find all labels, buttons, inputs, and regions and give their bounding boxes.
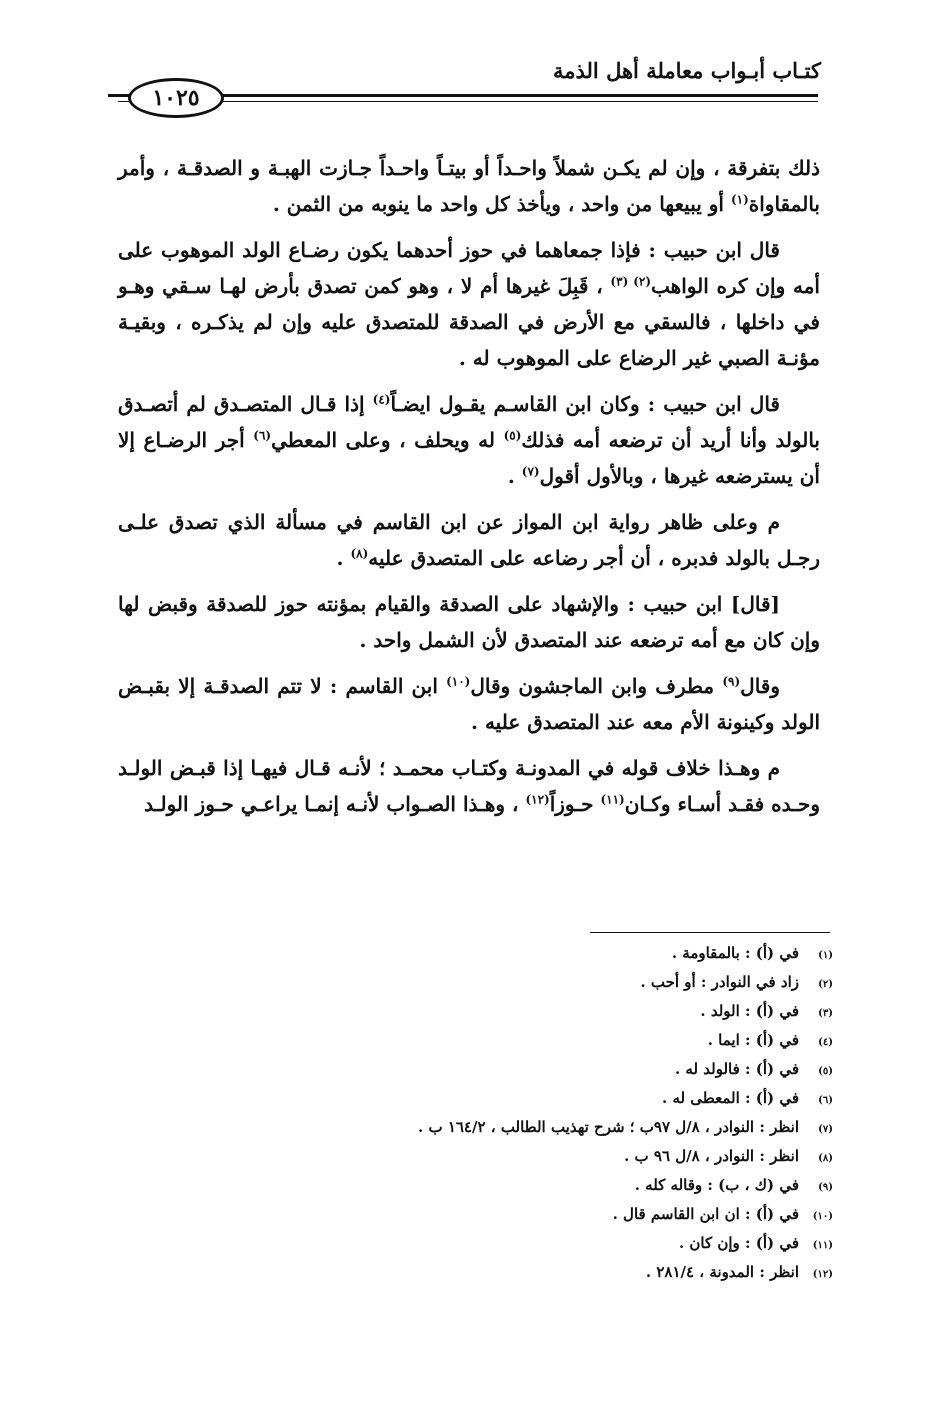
footnote-text: زاد في النوادر : أو أحب . [640,973,799,991]
text-run: قال ابن حبيب : فإذا جمعاهما في حوز أحدهما يكون رضـاع الولد الموهوب على أمه وإن كره الواهب [118,238,820,298]
footnote-text: في (أ) : المعطى له . [662,1089,799,1107]
footnote-text: انظر : النوادر ، ٨/ل ٩٦ ب . [624,1147,799,1165]
page-number: ١٠٢٥ [128,78,224,118]
footnote-number: (١٢) [812,1269,833,1280]
footnote-ref: (١١) [600,792,625,807]
footnote-text: في (أ) : الولد . [700,1002,799,1020]
footnote-text: انظر : النوادر ، ٨/ل ٩٧ب ؛ شرح تهذيب الطالب ، ١٦٤/٢ ب . [418,1118,799,1136]
footnote-ref: (٥) [503,428,522,443]
text-run: حـوزاً [549,792,601,816]
footnotes [273,940,833,1288]
footnote-item [273,1230,833,1259]
footnote-separator [590,932,830,933]
footnote-item [273,940,833,969]
footnote-text: في (ك ، ب) : وقاله كله . [634,1176,799,1194]
footnote-ref: (٧) [521,464,540,479]
footnote-item [273,1172,833,1201]
footnote-ref: (٤) [372,392,391,407]
footnote-number: (٧) [818,1124,833,1135]
text-run: إذا قـال المتصـدق لم أتصـدق بالولد وأنا أريد أن ترضعه أمه فذلك [118,392,820,452]
text-run: قال ابن حبيب : وكان ابن القاسـم يقـول ايضـاً [390,392,780,416]
footnote-number: (٢) [818,979,833,990]
footnote-text: في (أ) : وإن كان . [678,1234,799,1252]
header-rule-tail [108,94,130,97]
footnote-number: (٥) [818,1066,833,1077]
text-run: ، قَبِلَ غيرها أم لا ، وهو كمن تصدق بأرض لهـا سـقي وهـو في داخلها ، فالسقي مع الأرض في الصدقة للمتصدق عليه وإن لم يذكـره ، وبقيـة مؤنـة الصبي غير الرضاع على الموهوب له . [118,274,820,370]
footnote-ref: (٩) [722,674,741,689]
footnote-text: في (أ) : فالولد له . [674,1060,799,1078]
text-run: له ويحلف ، وعلى المعطي [271,428,504,452]
footnote-ref: (١٠) [446,674,471,689]
text-run: أو يبيعها من واحد ، ويأخذ كل واحد ما ينوبه من الثمن . [272,192,731,216]
footnote-ref: (٦) [253,428,272,443]
text-run: . [336,546,351,570]
footnote-number: (٨) [818,1153,833,1164]
text-run: وقال [740,674,780,698]
text-run: [قال] ابن حبيب : والإشهاد على الصدقة والقيام بمؤنته حوز للصدقة وقبض لها وإن كان مع أمه ترضعه عند المتصدق لأن الشمل واحد . [118,592,820,652]
footnote-number: (٤) [818,1037,833,1048]
footnote-item [273,1201,833,1230]
body-paragraph [118,150,820,222]
main-text [118,150,820,832]
body-paragraph [118,586,820,658]
footnote-text: انظر : المدونة ، ٢٨١/٤ . [645,1263,799,1281]
footnote-item [273,1027,833,1056]
text-run: أجر الرضـاع إلا أن يسترضعه غيرها ، وبالأول أقول [118,428,820,488]
footnote-text: في (أ) : ايما . [707,1031,799,1049]
footnote-item [273,969,833,998]
footnote-number: (١١) [812,1240,833,1251]
footnote-number: (١٠) [812,1211,833,1222]
body-paragraph [118,750,820,822]
text-run: م وهـذا خلاف قوله في المدونـة وكتـاب محمـد ؛ لأنـه قـال فيهـا إذا قبـض الولـد وحـده فقـد أسـاء وكـان [118,756,820,816]
footnote-ref: (١٢) [525,792,550,807]
body-paragraph [118,668,820,740]
footnote-ref: (٢) (٣) [610,274,652,289]
footnote-number: (٦) [818,1095,833,1106]
footnote-text: في (أ) : بالمقاومة . [671,944,799,962]
footnote-item [273,1259,833,1288]
text-run: ابن القاسم : لا تتم الصدقـة إلا بقبـض الولد وكينونة الأم معه عند المتصدق عليه . [118,674,820,734]
footnote-item [273,1056,833,1085]
text-run: مطرف وابن الماجشون وقال [470,674,723,698]
footnote-number: (١) [818,950,833,961]
footnote-item [273,1143,833,1172]
text-run: ذلك بتفرقة ، وإن لم يكـن شملاً واحـداً أو بيتـاً واحـداً جـازت الهبـة و الصدقـة ، وأمر بالمقاواة [118,156,820,216]
text-run: م وعلى ظاهر رواية ابن المواز عن ابن القاسم في مسألة الذي تصدق علـى رجـل بالولد فدبره ، أن أجر رضاعه على المتصدق عليه [118,510,820,570]
body-paragraph [118,232,820,376]
body-paragraph [118,504,820,576]
text-run: ، وهـذا الصـواب لأنـه إنمـا يراعـي حـوز الولـد [144,792,526,816]
footnote-ref: (١) [730,192,749,207]
body-paragraph [118,386,820,494]
footnote-ref: (٨) [350,546,369,561]
footnote-item [273,1114,833,1143]
footnote-text: في (أ) : ان ابن القاسم قال . [612,1205,799,1223]
running-header-title: كتـاب أبـواب معاملة أهل الذمة [553,58,821,83]
footnote-number: (٣) [818,1008,833,1019]
text-run: . [507,464,522,488]
footnote-item [273,1085,833,1114]
footnote-number: (٩) [818,1182,833,1193]
footnote-item [273,998,833,1027]
